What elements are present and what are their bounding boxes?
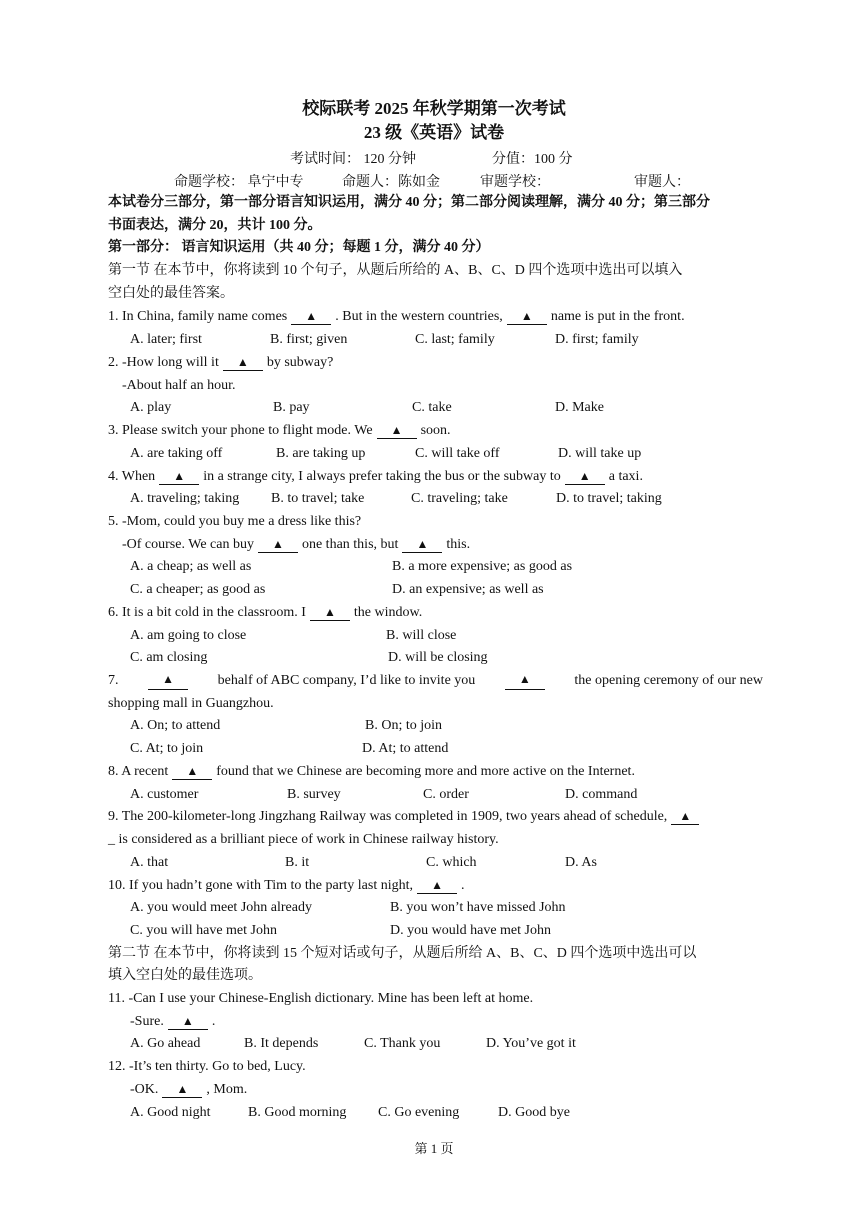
q12-text-b: , Mom. bbox=[206, 1082, 248, 1097]
option-b[interactable]: B. pay bbox=[273, 400, 310, 415]
q6-options-row2 bbox=[130, 649, 763, 667]
q6-text-b: the window. bbox=[353, 605, 423, 620]
option-a[interactable]: A. customer bbox=[130, 787, 199, 802]
question-10 bbox=[108, 877, 763, 895]
q9-text-a: 9. The 200-kilometer-long Jingzhang Railway was completed in 1909, two years ahead of schedule, bbox=[108, 809, 668, 824]
option-b[interactable]: B. to travel; take bbox=[271, 491, 365, 506]
option-b[interactable]: B. It depends bbox=[244, 1036, 319, 1051]
q12-text-a: -OK. bbox=[130, 1082, 159, 1097]
question-8 bbox=[108, 763, 763, 781]
exam-subtitle: 23 级《英语》试卷 bbox=[363, 123, 505, 142]
triangle-icon: ▲ bbox=[390, 423, 403, 437]
q10-options-row2 bbox=[130, 922, 763, 940]
answer-blank[interactable] bbox=[402, 537, 442, 553]
q2-reply: -About half an hour. bbox=[122, 378, 236, 393]
q4-options bbox=[130, 490, 763, 508]
q5-text-c: this. bbox=[446, 537, 471, 552]
option-d[interactable]: D. an expensive; as well as bbox=[392, 582, 544, 597]
option-b[interactable]: B. survey bbox=[287, 787, 341, 802]
q11-reply bbox=[130, 1013, 785, 1031]
question-1 bbox=[108, 308, 763, 326]
option-c[interactable]: C. take bbox=[412, 400, 452, 415]
triangle-icon: ▲ bbox=[272, 537, 284, 551]
option-d[interactable]: D. will be closing bbox=[388, 650, 488, 665]
q5-options-row1 bbox=[130, 558, 763, 576]
q8-text-a: 8. A recent bbox=[108, 764, 169, 779]
option-a[interactable]: A. you would meet John already bbox=[130, 900, 312, 915]
answer-blank[interactable] bbox=[172, 764, 212, 780]
triangle-icon: ▲ bbox=[176, 1082, 189, 1096]
option-b[interactable]: B. will close bbox=[386, 628, 457, 643]
answer-blank[interactable] bbox=[162, 1082, 202, 1098]
answer-blank[interactable] bbox=[291, 309, 331, 325]
setter-school: 命题学校： 阜宁中专 bbox=[174, 175, 304, 190]
q2-text-b: by subway? bbox=[266, 355, 334, 370]
question-7 bbox=[108, 672, 763, 690]
option-b[interactable]: B. a more expensive; as good as bbox=[392, 559, 573, 574]
triangle-icon: ▲ bbox=[416, 537, 429, 551]
answer-blank[interactable] bbox=[377, 423, 417, 439]
option-c[interactable]: C. At; to join bbox=[130, 741, 204, 756]
q2-options bbox=[130, 399, 763, 417]
option-c[interactable]: C. Go evening bbox=[378, 1105, 460, 1120]
option-d[interactable]: D. command bbox=[565, 787, 638, 802]
answer-blank[interactable] bbox=[671, 809, 699, 825]
question-3 bbox=[108, 422, 763, 440]
answer-blank[interactable] bbox=[159, 469, 199, 485]
q10-text-a: 10. If you hadn’t gone with Tim to the party last night, bbox=[108, 878, 414, 893]
option-b[interactable]: B. On; to join bbox=[365, 718, 443, 733]
q5-text-b: one than this, but bbox=[301, 537, 399, 552]
q2-text-a: 2. -How long will it bbox=[108, 355, 219, 370]
answer-blank[interactable] bbox=[148, 672, 188, 690]
q11-options bbox=[130, 1035, 763, 1053]
q7-line-2: shopping mall in Guangzhou. bbox=[108, 696, 274, 711]
option-c[interactable]: C. traveling; take bbox=[411, 491, 508, 506]
q1-text-a: 1. In China, family name comes bbox=[108, 309, 288, 324]
part1-heading: 第一部分： 语言知识运用（共 40 分；每题 1 分，满分 40 分） bbox=[108, 240, 490, 255]
q1-options bbox=[130, 331, 763, 349]
page-number: 第 1 页 bbox=[414, 1141, 454, 1156]
section2-instruction-2: 填入空白处的最佳选项。 bbox=[108, 968, 262, 983]
reviewer-name: 审题人： bbox=[634, 175, 690, 190]
exam-time: 考试时间： 120 分钟 bbox=[290, 152, 416, 167]
q9-line-2: _ is considered as a brilliant piece of work in Chinese railway history. bbox=[108, 832, 499, 847]
triangle-icon: ▲ bbox=[162, 672, 174, 686]
q6-options-row1 bbox=[130, 627, 763, 645]
option-c[interactable]: C. order bbox=[423, 787, 469, 802]
q4-text-c: a taxi. bbox=[608, 469, 643, 484]
option-c[interactable]: C. a cheaper; as good as bbox=[130, 582, 266, 597]
q3-options bbox=[130, 445, 763, 463]
q4-text-b: in a strange city, I always prefer taking the bus or the subway to bbox=[203, 469, 561, 484]
option-b[interactable]: B. first; given bbox=[270, 332, 348, 347]
option-d[interactable]: D. to travel; taking bbox=[556, 491, 662, 506]
option-c[interactable]: C. am closing bbox=[130, 650, 208, 665]
q10-options-row1 bbox=[130, 899, 763, 917]
option-b[interactable]: B. you won’t have missed John bbox=[390, 900, 566, 915]
option-c[interactable]: C. which bbox=[426, 855, 477, 870]
triangle-icon: ▲ bbox=[323, 605, 336, 619]
triangle-icon: ▲ bbox=[186, 764, 199, 778]
answer-blank[interactable] bbox=[223, 355, 263, 371]
question-12: 12. -It’s ten thirty. Go to bed, Lucy. bbox=[108, 1059, 306, 1074]
option-c[interactable]: C. last; family bbox=[415, 332, 495, 347]
answer-blank[interactable] bbox=[417, 878, 457, 894]
option-a[interactable]: A. that bbox=[130, 855, 169, 870]
q6-text-a: 6. It is a bit cold in the classroom. I bbox=[108, 605, 306, 620]
option-d[interactable]: D. Good bye bbox=[498, 1105, 570, 1120]
q7-text-b: behalf of ABC company, I’d like to invite you bbox=[217, 673, 476, 688]
q11-text-a: -Sure. bbox=[130, 1014, 164, 1029]
q1-text-c: name is put in the front. bbox=[550, 309, 685, 324]
option-c[interactable]: C. you will have met John bbox=[130, 923, 277, 938]
q3-text-a: 3. Please switch your phone to flight mode. We bbox=[108, 423, 373, 438]
question-2 bbox=[108, 354, 763, 372]
option-c[interactable]: C. Thank you bbox=[364, 1036, 441, 1051]
option-d[interactable]: D. At; to attend bbox=[362, 741, 449, 756]
question-11: 11. -Can I use your Chinese-English dictionary. Mine has been left at home. bbox=[108, 991, 534, 1006]
answer-blank[interactable] bbox=[565, 469, 605, 485]
section1-instruction-2: 空白处的最佳答案。 bbox=[108, 286, 234, 301]
exam-score: 分值：100 分 bbox=[492, 152, 573, 167]
q8-text-b: found that we Chinese are becoming more and more active on the Internet. bbox=[216, 764, 635, 779]
q5-reply bbox=[122, 536, 777, 554]
triangle-icon: ▲ bbox=[679, 809, 692, 823]
triangle-icon: ▲ bbox=[578, 469, 591, 483]
q5-text-a: -Of course. We can buy bbox=[122, 537, 254, 552]
triangle-icon: ▲ bbox=[518, 672, 531, 686]
q5-options-row2 bbox=[130, 581, 763, 599]
q7-options-row1 bbox=[130, 717, 763, 735]
reviewer-school: 审题学校： bbox=[480, 175, 550, 190]
question-4 bbox=[108, 468, 763, 486]
option-a[interactable]: A. play bbox=[130, 400, 172, 415]
section1-instruction-1: 第一节 在本节中，你将读到 10 个句子，从题后所给的 A、B、C、D 四个选项中选出可以填入 bbox=[108, 263, 683, 278]
option-a[interactable]: A. Good night bbox=[130, 1105, 211, 1120]
setter-name: 命题人：陈如金 bbox=[342, 175, 440, 190]
section2-instruction-1: 第二节 在本节中，你将读到 15 个短对话或句子，从题后所给 A、B、C、D 四个选项中选出可以 bbox=[108, 946, 697, 961]
question-9 bbox=[108, 808, 763, 826]
q7-text-a: 7. bbox=[108, 673, 119, 688]
option-a[interactable]: A. later; first bbox=[130, 332, 202, 347]
option-a[interactable]: A. are taking off bbox=[130, 446, 223, 461]
q12-reply bbox=[130, 1081, 785, 1099]
option-c[interactable]: C. will take off bbox=[415, 446, 500, 461]
triangle-icon: ▲ bbox=[173, 469, 186, 483]
answer-blank[interactable] bbox=[168, 1014, 208, 1030]
option-b[interactable]: B. it bbox=[285, 855, 310, 870]
option-a[interactable]: A. On; to attend bbox=[130, 718, 221, 733]
option-d[interactable]: D. first; family bbox=[555, 332, 639, 347]
option-a[interactable]: A. traveling; taking bbox=[130, 491, 240, 506]
option-a[interactable]: A. am going to close bbox=[130, 628, 247, 643]
option-d[interactable]: D. Make bbox=[555, 400, 604, 415]
option-a[interactable]: A. a cheap; as well as bbox=[130, 559, 252, 574]
triangle-icon: ▲ bbox=[431, 878, 443, 892]
answer-blank[interactable] bbox=[258, 537, 298, 553]
answer-blank[interactable] bbox=[310, 605, 350, 621]
exam-title: 校际联考 2025 年秋学期第一次考试 bbox=[302, 99, 566, 118]
triangle-icon: ▲ bbox=[305, 309, 318, 323]
q1-text-b: . But in the western countries, bbox=[335, 309, 503, 324]
q9-options bbox=[130, 854, 763, 872]
question-6 bbox=[108, 604, 763, 622]
q8-options bbox=[130, 786, 763, 804]
q7-options-row2 bbox=[130, 740, 763, 758]
q10-text-b: . bbox=[461, 878, 465, 893]
answer-blank[interactable] bbox=[505, 672, 545, 690]
option-a[interactable]: A. Go ahead bbox=[130, 1036, 201, 1051]
option-d[interactable]: D. As bbox=[565, 855, 597, 870]
option-d[interactable]: D. you would have met John bbox=[390, 923, 551, 938]
intro-line-2: 书面表达，满分 20，共计 100 分。 bbox=[108, 218, 322, 233]
q11-text-b: . bbox=[211, 1014, 216, 1029]
q7-text-c: the opening ceremony of our new bbox=[574, 673, 763, 688]
q12-options bbox=[130, 1104, 763, 1122]
q3-text-b: soon. bbox=[420, 423, 451, 438]
q4-text-a: 4. When bbox=[108, 469, 156, 484]
question-5: 5. -Mom, could you buy me a dress like this? bbox=[108, 514, 362, 529]
triangle-icon: ▲ bbox=[520, 309, 533, 323]
triangle-icon: ▲ bbox=[181, 1014, 194, 1028]
intro-line-1: 本试卷分三部分，第一部分语言知识运用，满分 40 分；第二部分阅读理解，满分 40 分；第三部分 bbox=[108, 195, 710, 210]
option-b[interactable]: B. Good morning bbox=[248, 1105, 347, 1120]
answer-blank[interactable] bbox=[507, 309, 547, 325]
option-d[interactable]: D. will take up bbox=[558, 446, 642, 461]
option-d[interactable]: D. You’ve got it bbox=[486, 1036, 576, 1051]
triangle-icon: ▲ bbox=[236, 355, 249, 369]
option-b[interactable]: B. are taking up bbox=[276, 446, 366, 461]
